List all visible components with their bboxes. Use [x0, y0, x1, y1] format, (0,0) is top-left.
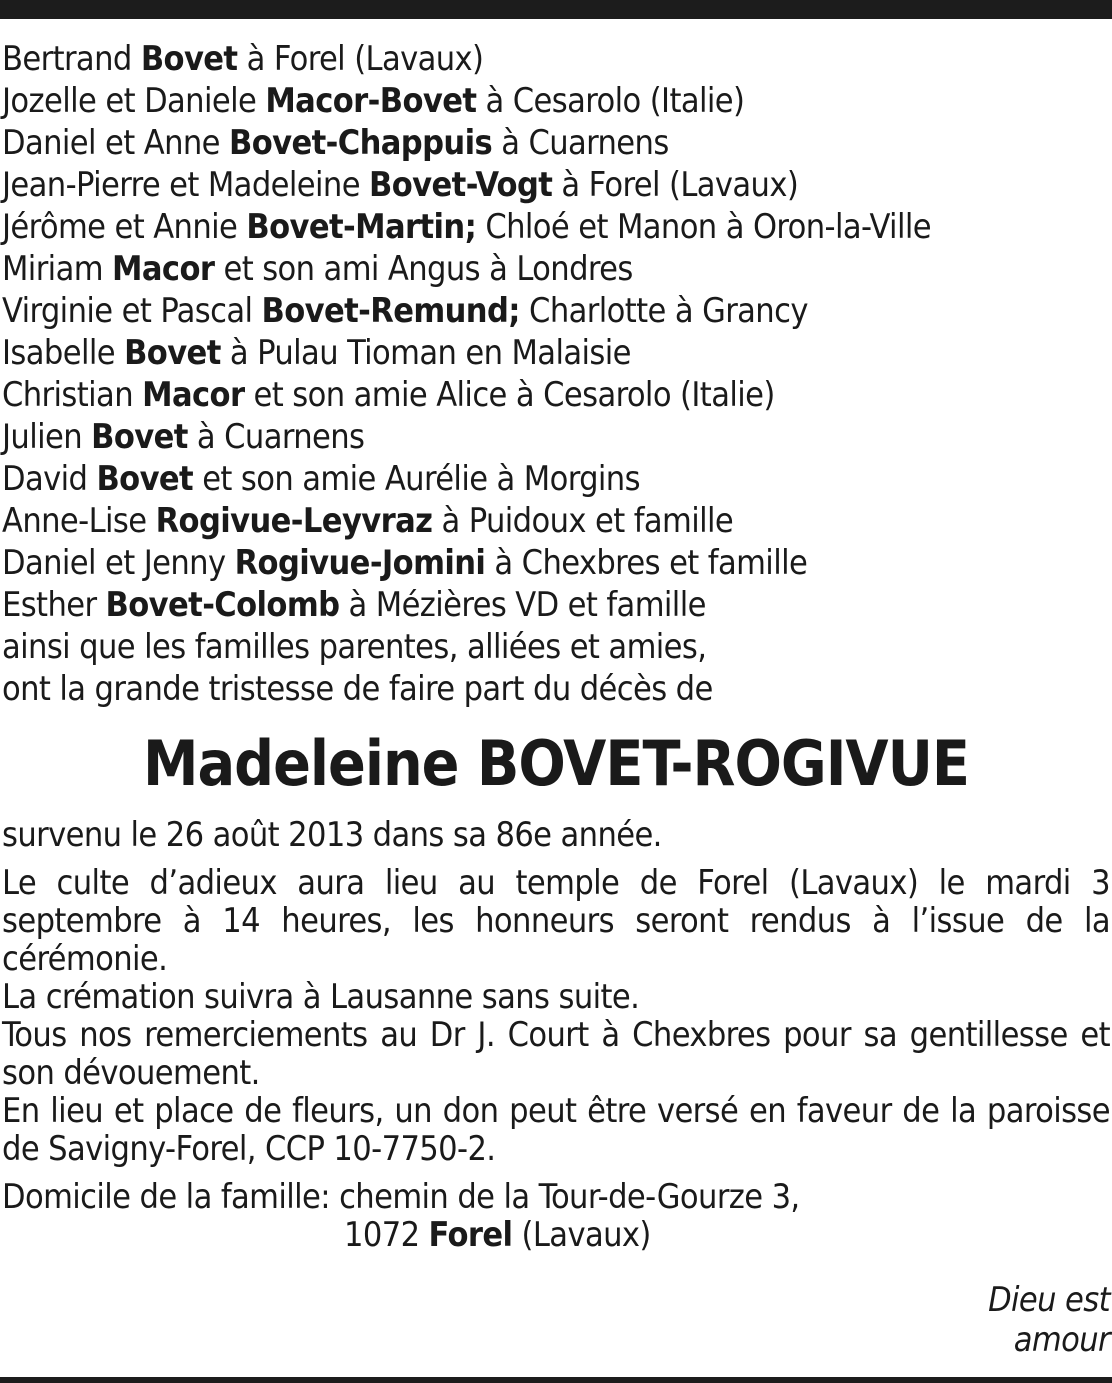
- family-line: David Bovet et son amie Aurélie à Morgins: [2, 459, 640, 499]
- motto-line: amour: [1013, 1320, 1110, 1360]
- ceremony-paragraph: Le culte d’adieux aura lieu au temple de Forel (Lavaux) le mardi 3 septembre à 14 heures, les honneurs seront rendus à l’issue de la cérémonie.: [2, 863, 1110, 979]
- bottom-rule: [0, 1377, 1112, 1383]
- family-line: Jean-Pierre et Madeleine Bovet-Vogt à Forel (Lavaux): [2, 165, 799, 205]
- family-line: Daniel et Jenny Rogivue-Jomini à Chexbres et famille: [2, 543, 808, 583]
- deceased-name: Madeleine BOVET-ROGIVUE: [142, 727, 970, 800]
- family-line: Jérôme et Annie Bovet-Martin; Chloé et Manon à Oron-la-Ville: [2, 207, 931, 247]
- motto-line: Dieu est: [988, 1280, 1110, 1320]
- family-line: Isabelle Bovet à Pulau Tioman en Malaisie: [2, 333, 631, 373]
- family-line: Miriam Macor et son ami Angus à Londres: [2, 249, 633, 289]
- top-rule: [0, 0, 1112, 19]
- cremation-line: La crémation suivra à Lausanne sans suite.: [2, 977, 640, 1017]
- thanks-paragraph: Tous nos remerciements au Dr J. Court à Chexbres pour sa gentillesse et son dévouement.: [2, 1015, 1110, 1093]
- date-line: survenu le 26 août 2013 dans sa 86e année.: [2, 815, 662, 855]
- address-line: Domicile de la famille: chemin de la Tour-de-Gourze 3,: [2, 1177, 800, 1217]
- obituary-notice: [2, 38, 1110, 1254]
- family-line: Virginie et Pascal Bovet-Remund; Charlotte à Grancy: [2, 291, 808, 331]
- family-line: Jozelle et Daniele Macor-Bovet à Cesarolo (Italie): [2, 81, 745, 121]
- family-line: Daniel et Anne Bovet-Chappuis à Cuarnens: [2, 123, 669, 163]
- family-line: Esther Bovet-Colomb à Mézières VD et famille: [2, 585, 706, 625]
- address-town-line: 1072 Forel (Lavaux): [344, 1215, 651, 1255]
- motto: [988, 1280, 1110, 1360]
- intro-line: ont la grande tristesse de faire part du décès de: [2, 669, 713, 709]
- donation-paragraph: En lieu et place de fleurs, un don peut être versé en faveur de la paroisse de Savigny-Forel, CCP 10-7750-2.: [2, 1091, 1110, 1169]
- family-line: Anne-Lise Rogivue-Leyvraz à Puidoux et famille: [2, 501, 734, 541]
- family-list: [2, 38, 1110, 626]
- family-line: Christian Macor et son amie Alice à Cesarolo (Italie): [2, 375, 775, 415]
- intro-line: ainsi que les familles parentes, alliées et amies,: [2, 627, 707, 667]
- address-town: Forel: [428, 1215, 513, 1255]
- family-line: Bertrand Bovet à Forel (Lavaux): [2, 39, 484, 79]
- family-line: Julien Bovet à Cuarnens: [2, 417, 365, 457]
